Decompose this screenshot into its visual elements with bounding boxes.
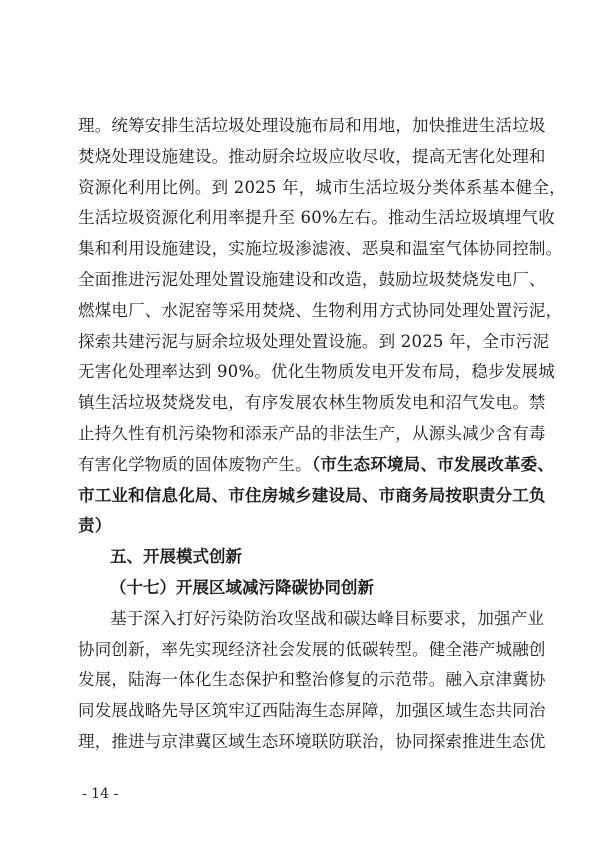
text-line: 基于深入打好污染防治攻坚战和碳达峰目标要求，加强产业 xyxy=(110,608,545,628)
text-line: 燃煤电厂、水泥窑等采用焚烧、生物利用方式协同处理处置污泥， xyxy=(78,300,563,320)
page-number: - 14 - xyxy=(82,786,119,802)
responsible-depts-line: 责） xyxy=(78,516,112,536)
responsible-depts-text: （市生态环境局、市发展改革委、 xyxy=(311,454,555,474)
text-line: 资源化利用比例。到 2025 年，城市生活垃圾分类体系基本健全， xyxy=(78,177,566,197)
text-line: 理，推进与京津冀区域生态环境联防联治，协同探索推进生态优 xyxy=(78,731,546,751)
text-line-mixed xyxy=(78,450,555,481)
text-line: 止持久性有机污染物和添汞产品的非法生产，从源头减少含有毒 xyxy=(78,423,546,443)
text-line: 发展，陆海一体化生态保护和整治修复的示范带。融入京津冀协 xyxy=(78,670,546,690)
text-line: 镇生活垃圾焚烧发电，有序发展农林生物质发电和沼气发电。禁 xyxy=(78,393,546,413)
responsible-depts-line: 市工业和信息化局、市住房城乡建设局、市商务局按职责分工负 xyxy=(78,485,546,505)
text-line: 同发展战略先导区筑牢辽西陆海生态屏障，加强区域生态共同治 xyxy=(78,701,546,721)
text-line: 无害化处理率达到 90%。优化生物质发电开发布局，稳步发展城 xyxy=(78,362,555,382)
body-text xyxy=(78,111,566,758)
text-line: 全面推进污泥处理处置设施建设和改造，鼓励垃圾焚烧发电厂、 xyxy=(78,269,546,289)
section-heading: 五、开展模式创新 xyxy=(110,547,242,567)
text-line: 协同创新，率先实现经济社会发展的低碳转型。健全港产城融创 xyxy=(78,639,546,659)
text-line: 焚烧处理设施建设。推动厨余垃圾应收尽收，提高无害化处理和 xyxy=(78,146,546,166)
text-line: 集和利用设施建设，实施垃圾渗滤液、恶臭和温室气体协同控制。 xyxy=(78,239,563,259)
subsection-heading: （十七）开展区域减污降碳协同创新 xyxy=(110,577,374,597)
text-plain: 有害化学物质的固体废物产生。 xyxy=(78,454,312,474)
text-line: 理。统筹安排生活垃圾处理设施布局和用地，加快推进生活垃圾 xyxy=(78,116,546,135)
text-line: 生活垃圾资源化利用率提升至 60%左右。推动生活垃圾填埋气收 xyxy=(78,208,555,228)
text-line: 探索共建污泥与厨余垃圾处理处置设施。到 2025 年，全市污泥 xyxy=(78,331,550,351)
